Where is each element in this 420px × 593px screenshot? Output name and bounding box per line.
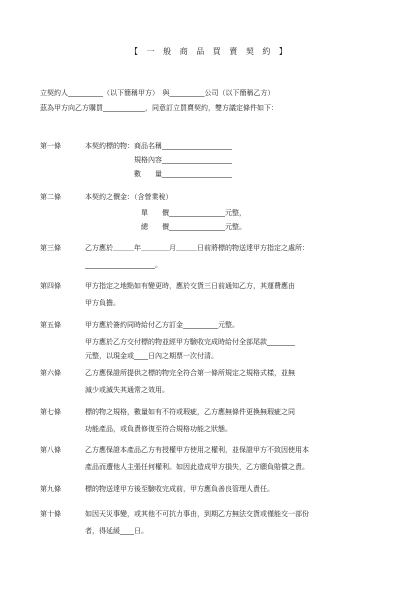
article-line: 乙方應保證本產品乙方有授權甲方使用之權利，並保證甲方不致因使用本 <box>85 446 309 454</box>
article-line: 數 量____________________ <box>85 170 232 178</box>
article-label: 第三條 <box>40 244 61 252</box>
article-line: 乙方應保證所提供之標的物完全符合第一條所規定之規格式樣，並無 <box>85 369 295 377</box>
article-label: 第八條 <box>40 446 61 454</box>
article-label: 第十條 <box>40 510 61 518</box>
article-line: 甲方應於簽約同時給付乙方訂金__________元整。 <box>85 321 239 329</box>
article-label: 第九條 <box>40 485 61 493</box>
article-line: 標的物送達甲方後至驗收完成前，甲方應負善良管理人責任。 <box>85 485 274 493</box>
article-line: ____________________。 <box>85 261 162 269</box>
intro-line-2: 茲為甲方向乙方購買____________，同意訂立買賣契約，雙方議定條件如下： <box>40 104 278 112</box>
document-title: 【 一 般 商 品 買 賣 契 約 】 <box>130 47 290 56</box>
article-line: 甲方應於乙方交付標的物並經甲方驗收完成時給付全部尾款________ <box>85 338 295 346</box>
article-label: 第六條 <box>40 369 61 377</box>
article-line: 規格內容____________________ <box>85 156 232 164</box>
article-label: 第二條 <box>40 193 61 201</box>
article-line: 單 價________________元整， <box>85 209 246 217</box>
article-line: 乙方應於＿＿＿年＿＿＿＿月＿＿＿日前將標的物送達甲方指定之處所： <box>85 244 309 252</box>
article-label: 第四條 <box>40 282 61 290</box>
article-label: 第五條 <box>40 321 61 329</box>
article-line: 元整，以現金或____日內之期票一次付清。 <box>85 352 218 360</box>
article-line: 減少或滅失其通常之效用。 <box>85 386 169 394</box>
article-line: 者，得延緩____日。 <box>85 527 148 535</box>
article-line: 甲方負擔。 <box>85 299 120 307</box>
article-line: 產品而遭他人主張任何權利。如因此造成甲方損失，乙方願負賠償之責。 <box>85 463 309 471</box>
article-label: 第七條 <box>40 408 61 416</box>
intro-line-1: 立契約人__________（以下簡稱甲方） 與__________公司（以下簡稱乙方） <box>40 89 275 97</box>
article-line: 本契約之價金：（含營業稅） <box>85 193 173 201</box>
article-line: 本契約標的物：商品名稱____________________ <box>85 142 232 150</box>
article-line: 如因天災事變，或其他不可抗力事由，到期乙方無法交貨或僅能交一部份 <box>85 510 309 518</box>
article-label: 第一條 <box>40 142 61 150</box>
article-line: 標的物之規格，數量如有不符或瑕疵，乙方應無條件更換無瑕疵之同 <box>85 408 295 416</box>
article-line: 功能產品，或負責修復至符合規格功能之狀態。 <box>85 425 232 433</box>
article-line: 總 價________________元整。 <box>85 223 246 231</box>
article-line: 甲方指定之地點如有變更時，應於交貨三日前通知乙方，其運費應由 <box>85 282 295 290</box>
